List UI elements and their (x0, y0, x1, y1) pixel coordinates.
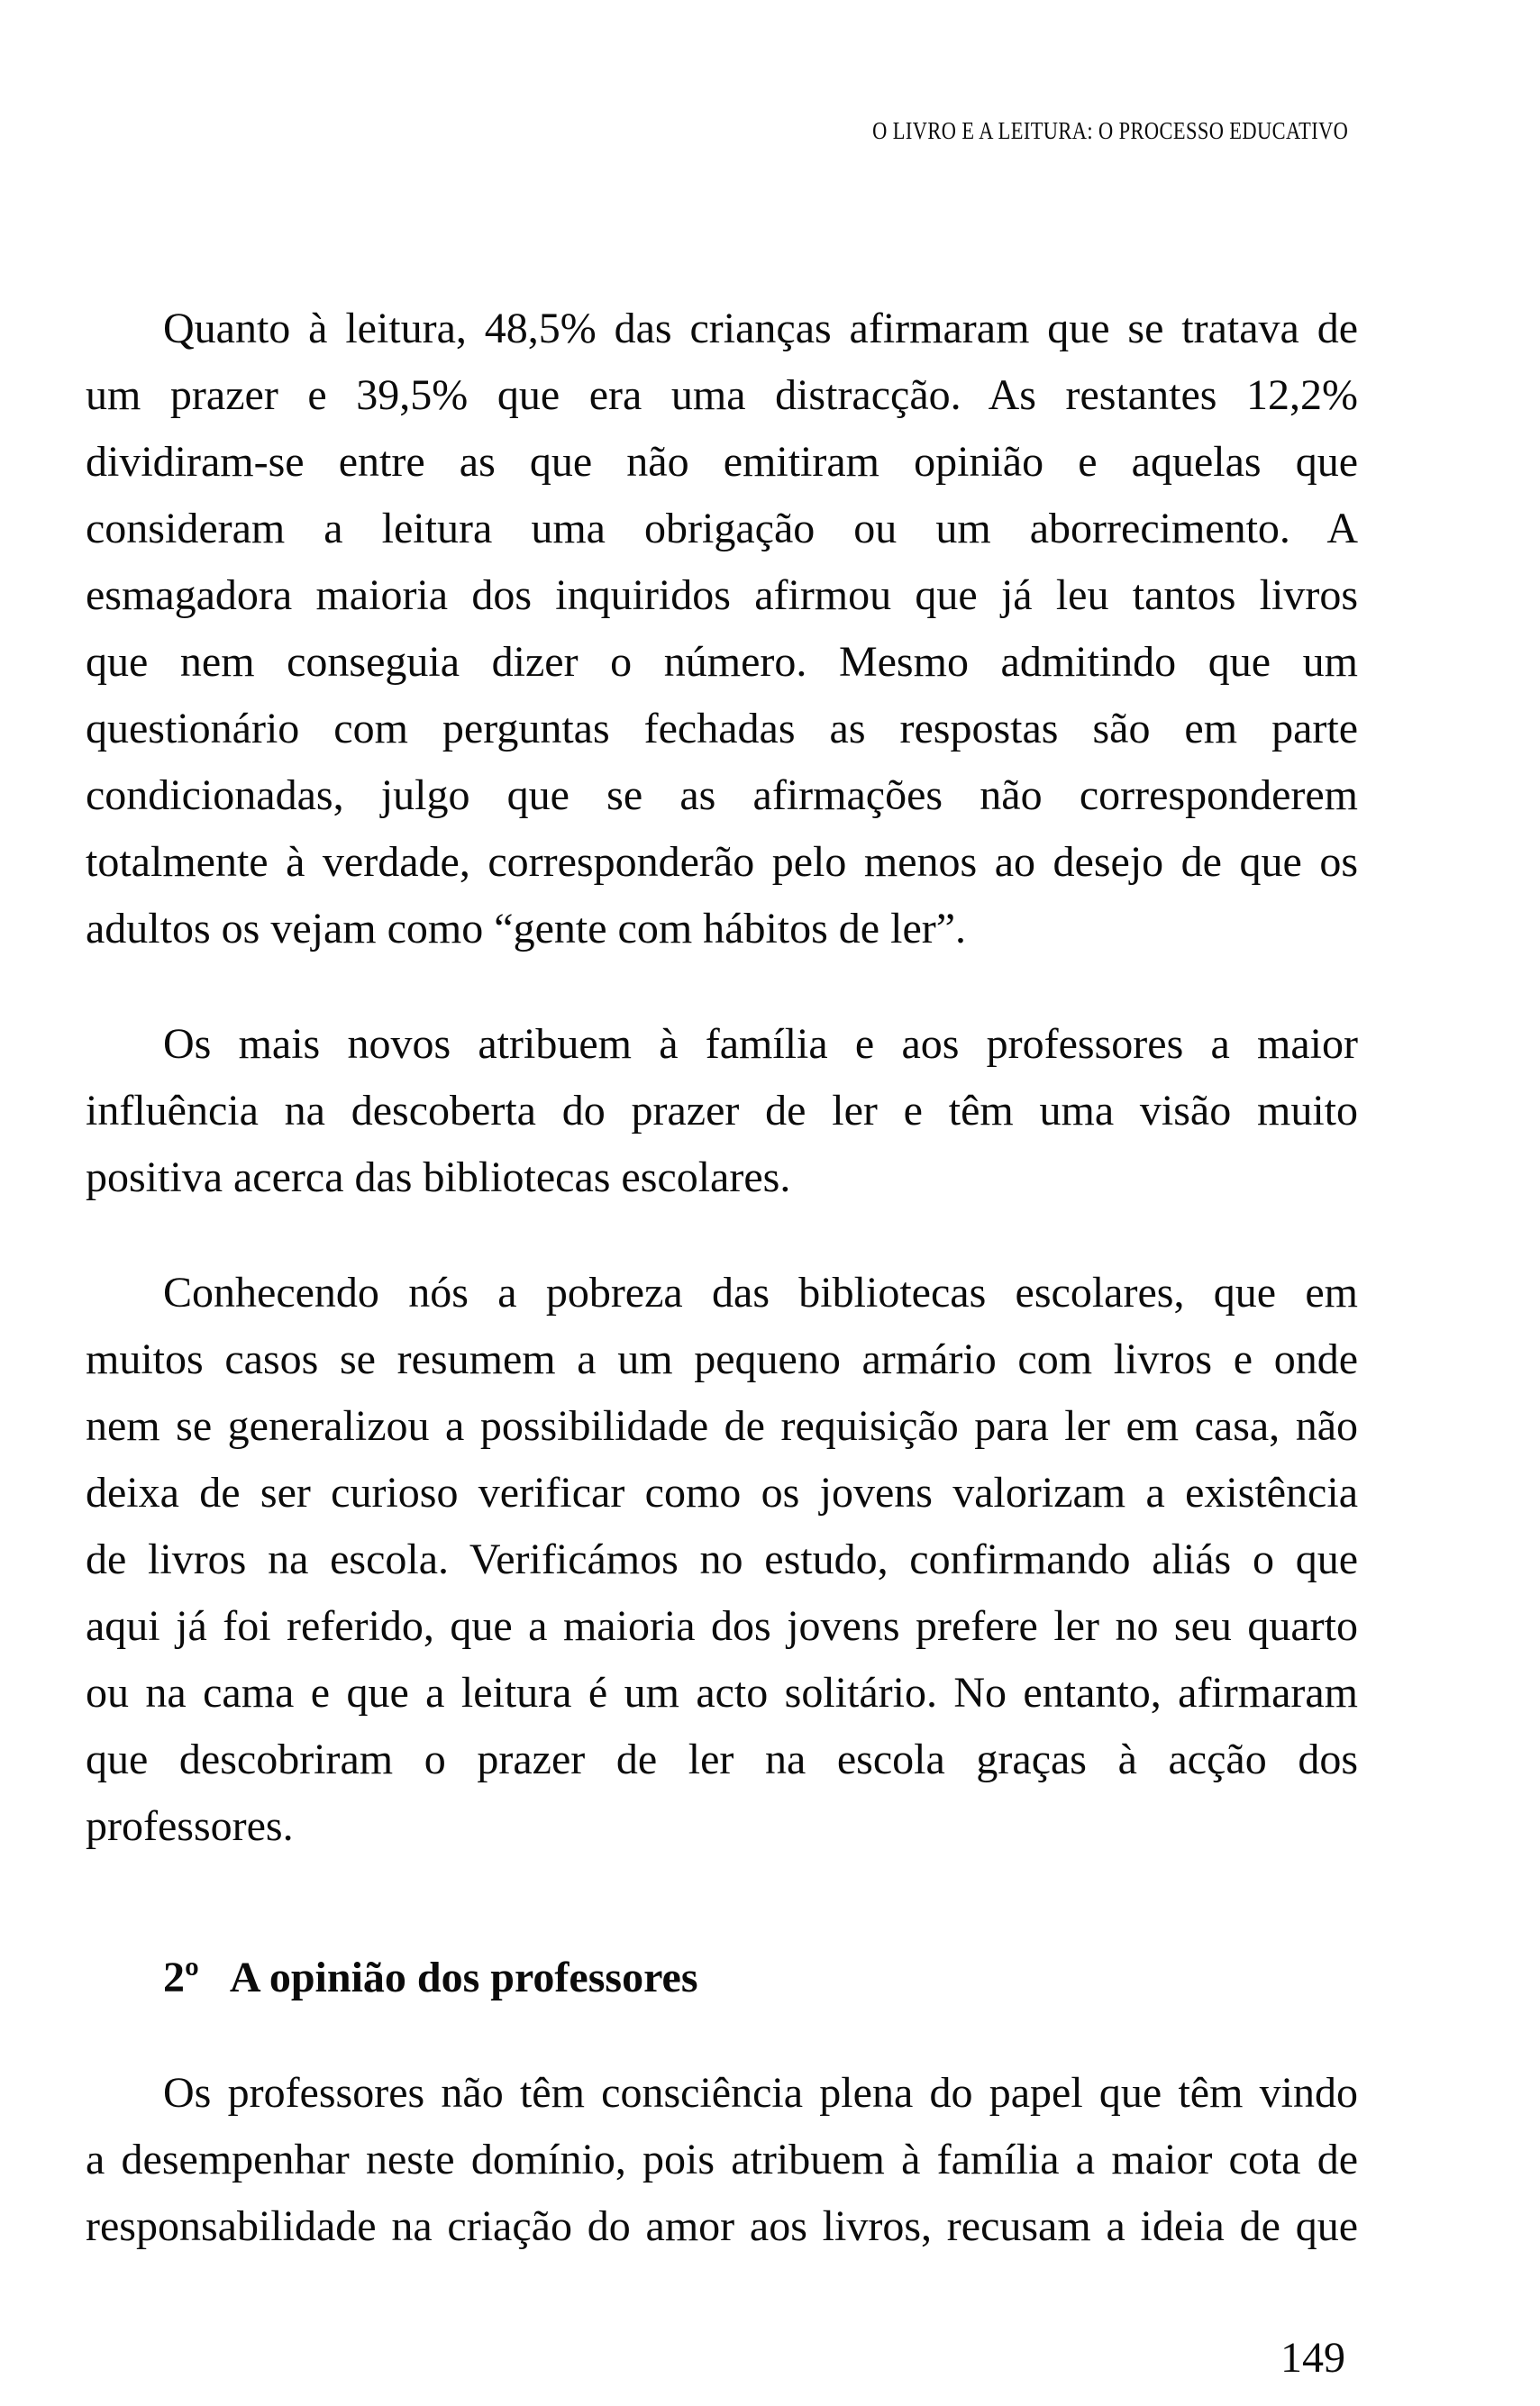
section-heading-text: A opinião dos professores (229, 1954, 698, 2001)
text-line: que nem conseguia dizer o número. Mesmo admitindo que um (86, 638, 1358, 686)
text-line: Quanto à leitura, 48,5% das crianças afirmaram que se tratava de (163, 305, 1358, 352)
paragraph (86, 1011, 1358, 1211)
text-line: condicionadas, julgo que se as afirmações não corresponderem (86, 771, 1358, 819)
text-line: professores. (86, 1802, 294, 1850)
paragraph (86, 1260, 1358, 1860)
text-line: nem se generalizou a possibilidade de requisição para ler em casa, não (86, 1402, 1358, 1450)
text-line: totalmente à verdade, corresponderão pelo menos ao desejo de que os (86, 838, 1358, 886)
text-line: influência na descoberta do prazer de ler e têm uma visão muito (86, 1087, 1358, 1135)
text-line: consideram a leitura uma obrigação ou um aborrecimento. A (86, 505, 1358, 552)
page-number: 149 (1280, 2334, 1345, 2382)
text-line: positiva acerca das bibliotecas escolares. (86, 1153, 791, 1201)
section-heading (86, 1945, 1358, 2011)
text-line: responsabilidade na criação do amor aos livros, recusam a ideia de que (86, 2202, 1358, 2250)
text-line: adultos os vejam como “gente com hábitos de ler”. (86, 905, 967, 952)
text-line: dividiram-se entre as que não emitiram opinião e aquelas que (86, 438, 1358, 486)
text-line: Os professores não têm consciência plena do papel que têm vindo (163, 2069, 1358, 2117)
paragraph (86, 296, 1358, 962)
text-line: muitos casos se resumem a um pequeno armário com livros e onde (86, 1335, 1358, 1383)
paragraph (86, 2060, 1358, 2260)
section-heading-number: 2º (163, 1954, 199, 2001)
running-title: O LIVRO E A LEITURA: O PROCESSO EDUCATIVO (871, 117, 1348, 144)
body-text (86, 296, 1358, 2309)
text-line: questionário com perguntas fechadas as respostas são em parte (86, 705, 1358, 752)
text-line: um prazer e 39,5% que era uma distracção. As restantes 12,2% (86, 371, 1358, 419)
text-line: Conhecendo nós a pobreza das bibliotecas escolares, que em (163, 1269, 1358, 1317)
text-line: ou na cama e que a leitura é um acto solitário. No entanto, afirmaram (86, 1669, 1358, 1717)
text-line: a desempenhar neste domínio, pois atribuem à família a maior cota de (86, 2136, 1358, 2183)
text-line: esmagadora maioria dos inquiridos afirmou que já leu tantos livros (86, 571, 1358, 619)
text-line: que descobriram o prazer de ler na escola graças à acção dos (86, 1736, 1358, 1783)
text-line: deixa de ser curioso verificar como os jovens valorizam a existência (86, 1469, 1358, 1517)
text-line: Os mais novos atribuem à família e aos professores a maior (163, 1020, 1358, 1068)
text-line: de livros na escola. Verificámos no estudo, confirmando aliás o que (86, 1536, 1358, 1583)
text-line: aqui já foi referido, que a maioria dos jovens prefere ler no seu quarto (86, 1602, 1358, 1650)
